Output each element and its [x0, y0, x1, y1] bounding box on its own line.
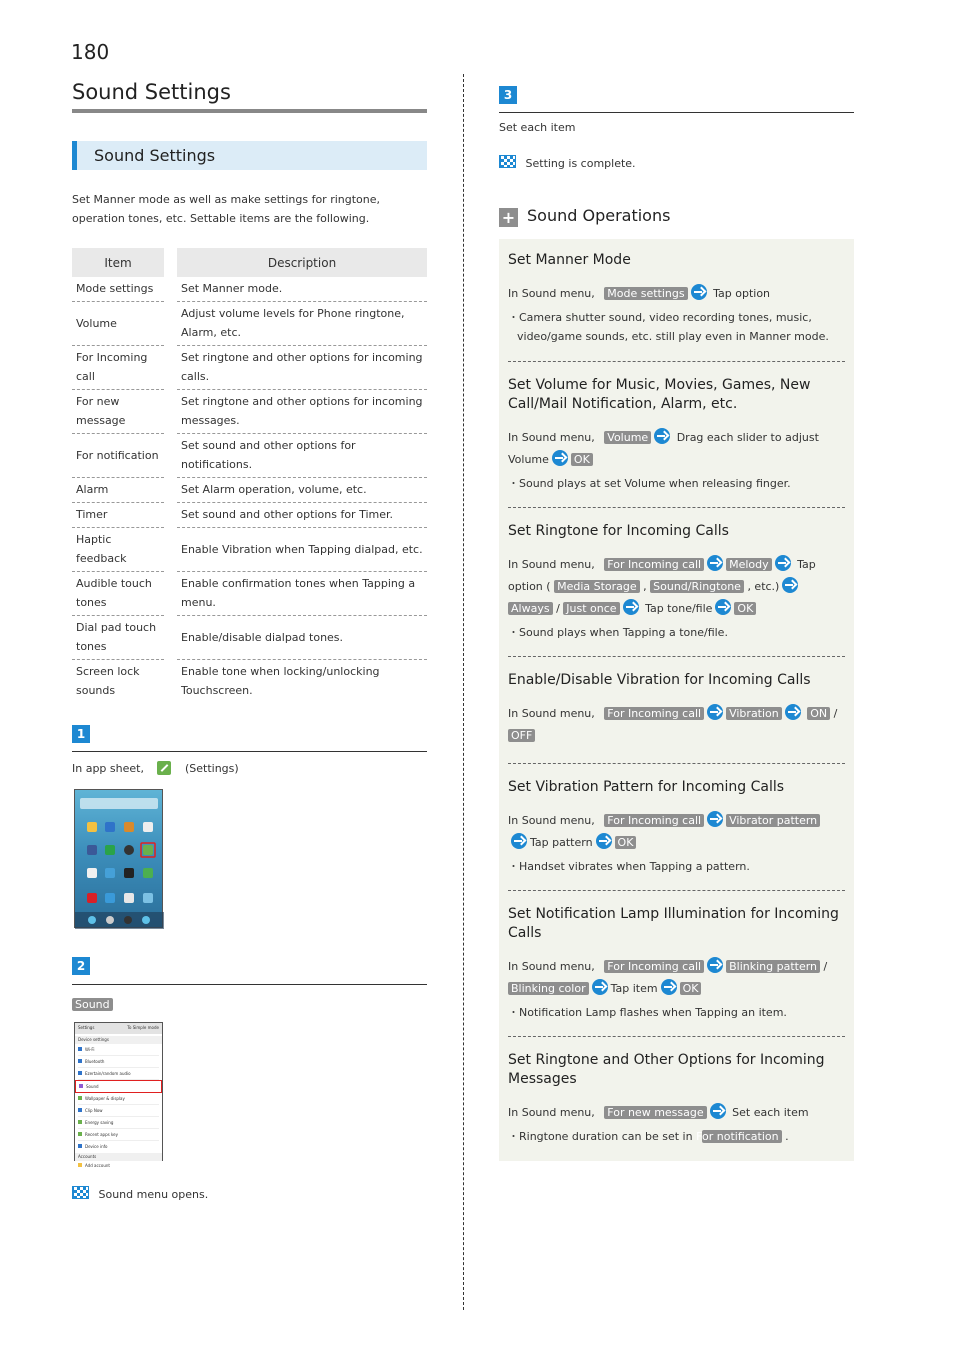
- op-note-text: Notification Lamp flashes when Tapping an item.: [519, 1006, 787, 1019]
- description-cell: Set Manner mode.: [177, 277, 427, 302]
- for-incoming-call-chip: For Incoming call: [604, 707, 704, 720]
- screenshot-item: Clip Now: [85, 1108, 103, 1113]
- op-title: Set Ringtone and Other Options for Incoming Messages: [508, 1052, 825, 1087]
- arrow-right-icon: [654, 428, 670, 444]
- description-cell: Set sound and other options for notifications.: [177, 434, 427, 478]
- description-cell: Enable/disable dialpad tones.: [177, 616, 427, 660]
- description-cell: Set Alarm operation, volume, etc.: [177, 478, 427, 503]
- op-text: /: [556, 602, 560, 615]
- settings-table: [72, 248, 427, 703]
- sound-operations-box: [499, 239, 854, 1161]
- arrow-right-icon: [775, 555, 791, 571]
- screenshot-title: Settings: [78, 1025, 95, 1030]
- screenshot-item: Energy saving: [85, 1120, 114, 1125]
- screenshot-sound-highlight: [75, 1080, 162, 1093]
- step-number-badge: 3: [499, 86, 517, 104]
- op-lead: In Sound menu,: [508, 431, 595, 444]
- item-cell: Dial pad touch tones: [72, 616, 164, 660]
- op-lead: In Sound menu,: [508, 558, 595, 571]
- arrow-right-icon: [596, 833, 612, 849]
- op-tail: Tap option: [713, 287, 771, 300]
- for-notification-chip: For notification: [702, 1130, 782, 1143]
- op-lead: In Sound menu,: [508, 814, 595, 827]
- mode-settings-chip: Mode settings: [604, 287, 687, 300]
- op-text: Tap pattern: [530, 836, 593, 849]
- op-lead: In Sound menu,: [508, 707, 595, 720]
- arrow-right-icon: [715, 599, 731, 615]
- op-title: Set Notification Lamp Illumination for Incoming Calls: [508, 906, 839, 941]
- screenshot-item: Bluetooth: [85, 1059, 105, 1064]
- step-3-complete-text: Setting is complete.: [525, 157, 636, 170]
- description-cell: Adjust volume levels for Phone ringtone, Alarm, etc.: [177, 302, 427, 346]
- app-grid-graphic: [75, 790, 164, 929]
- screenshot-item: Recent apps key: [85, 1132, 118, 1137]
- settings-app-icon: [157, 761, 171, 775]
- op-lead: In Sound menu,: [508, 960, 595, 973]
- screenshot-action: To Simple mode: [127, 1025, 159, 1030]
- media-storage-chip: Media Storage: [554, 580, 640, 593]
- screenshot-item: Sound: [86, 1084, 99, 1089]
- op-volume: [508, 362, 845, 508]
- op-note: ・Camera shutter sound, video recording tones, music, video/game sounds, etc. still play even in Manner mode.: [508, 311, 829, 343]
- plus-icon: +: [499, 208, 518, 227]
- volume-chip: Volume: [604, 431, 651, 444]
- description-cell: Enable tone when locking/unlocking Touchscreen.: [181, 665, 380, 697]
- op-mid: Drag each slider to adjust Volume: [508, 431, 819, 466]
- item-cell: Screen lock sounds: [76, 665, 140, 697]
- ok-chip: OK: [734, 602, 756, 615]
- sound-operations-title: Sound Operations: [527, 206, 671, 225]
- description-cell: Set ringtone and other options for incoming messages.: [177, 390, 427, 434]
- table-row: [72, 572, 427, 616]
- screenshot-section: Accounts: [75, 1153, 162, 1161]
- op-note: ・Handset vibrates when Tapping a pattern.: [508, 860, 750, 873]
- table-row: [72, 390, 427, 434]
- step-2: [72, 955, 427, 1012]
- op-note-text: Camera shutter sound, video recording tones, music, video/game sounds, etc. still play even in Manner mode.: [517, 311, 829, 343]
- off-chip: OFF: [508, 729, 535, 742]
- just-once-chip: Just once: [563, 602, 619, 615]
- settings-menu-screenshot: [74, 1022, 163, 1168]
- op-vibration: [508, 657, 845, 764]
- op-ringtone: [508, 508, 845, 657]
- op-text: Tap tone/file: [645, 602, 713, 615]
- item-cell: For Incoming call: [72, 346, 164, 390]
- step-3-complete: [499, 155, 854, 170]
- op-note-text: Handset vibrates when Tapping a pattern.: [519, 860, 750, 873]
- step-number-badge: 2: [72, 957, 90, 975]
- table-row: [72, 503, 427, 528]
- arrow-right-icon: [552, 450, 568, 466]
- sound-chip: Sound: [72, 998, 113, 1011]
- description-cell: Enable confirmation tones when Tapping a menu.: [177, 572, 427, 616]
- arrow-right-icon: [707, 811, 723, 827]
- item-cell: Alarm: [72, 478, 164, 503]
- op-note-text: .: [785, 1130, 789, 1143]
- arrow-right-icon: [592, 979, 608, 995]
- arrow-right-icon: [782, 577, 798, 593]
- section-heading: Sound Settings: [72, 141, 427, 170]
- app-sheet-screenshot: [74, 789, 163, 928]
- op-notification-lamp: [508, 891, 845, 1037]
- step-number-badge: 1: [72, 725, 90, 743]
- sound-operations-heading: [499, 206, 670, 227]
- op-lead: In Sound menu,: [508, 287, 595, 300]
- op-note-text: Ringtone duration can be set in: [519, 1130, 693, 1143]
- arrow-right-icon: [511, 833, 527, 849]
- table-row: [72, 478, 427, 503]
- for-incoming-call-chip: For Incoming call: [604, 558, 704, 571]
- op-vibration-pattern: [508, 764, 845, 891]
- table-header-item: Item: [72, 248, 164, 277]
- item-cell: Audible touch tones: [72, 572, 164, 616]
- op-manner-mode: [508, 239, 845, 362]
- step-1: [72, 723, 427, 777]
- item-cell: Timer: [72, 503, 164, 528]
- description-cell: Set ringtone and other options for incoming calls.: [177, 346, 427, 390]
- op-text: Set each item: [732, 1106, 809, 1119]
- vibrator-pattern-chip: Vibrator pattern: [726, 814, 820, 827]
- arrow-right-icon: [691, 284, 707, 300]
- op-lead: In Sound menu,: [508, 1106, 595, 1119]
- intro-text: Set Manner mode as well as make settings for ringtone, operation tones, etc. Settable items are the following.: [72, 193, 381, 225]
- item-cell: For notification: [72, 434, 164, 478]
- op-note: ・Notification Lamp flashes when Tapping an item.: [508, 1006, 787, 1019]
- arrow-right-icon: [661, 979, 677, 995]
- description-cell: Enable Vibration when Tapping dialpad, etc.: [177, 528, 427, 572]
- op-note-text: Sound plays when Tapping a tone/file.: [519, 626, 728, 639]
- screenshot-item: Add account: [85, 1163, 110, 1168]
- op-text: Tap item: [610, 982, 658, 995]
- step-2-complete: [72, 1186, 208, 1201]
- op-text: Tap option (: [508, 558, 816, 593]
- vibration-chip: Vibration: [726, 707, 782, 720]
- for-incoming-call-chip: For Incoming call: [604, 814, 704, 827]
- column-divider: [463, 74, 464, 1310]
- table-row: [72, 302, 427, 346]
- page-number: 180: [71, 40, 110, 64]
- table-row: [72, 660, 427, 703]
- for-new-message-chip: For new message: [604, 1106, 706, 1119]
- left-column: [72, 80, 427, 703]
- op-message-ringtone: [508, 1037, 845, 1156]
- item-cell: For new message: [72, 390, 164, 434]
- arrow-right-icon: [707, 555, 723, 571]
- sound-ringtone-chip: Sound/Ringtone: [650, 580, 744, 593]
- op-text: /: [823, 960, 828, 973]
- op-text: ,: [643, 580, 647, 593]
- item-cell: Volume: [72, 302, 164, 346]
- table-header-description: Description: [177, 248, 427, 277]
- op-title: Enable/Disable Vibration for Incoming Calls: [508, 672, 811, 688]
- checkered-flag-icon: [499, 155, 516, 168]
- ok-chip: OK: [680, 982, 702, 995]
- ok-chip: OK: [571, 453, 593, 466]
- blinking-color-chip: Blinking color: [508, 982, 589, 995]
- screenshot-item: Wallpaper & display: [85, 1096, 125, 1101]
- step-1-text: In app sheet,: [72, 762, 144, 775]
- table-row: [72, 528, 427, 572]
- ok-chip: OK: [615, 836, 637, 849]
- arrow-right-icon: [710, 1103, 726, 1119]
- step-2-complete-text: Sound menu opens.: [98, 1188, 209, 1201]
- on-chip: ON: [807, 707, 830, 720]
- step-3: [499, 84, 854, 170]
- table-row: [72, 616, 427, 660]
- blinking-pattern-chip: Blinking pattern: [726, 960, 820, 973]
- op-title: Set Vibration Pattern for Incoming Calls: [508, 779, 785, 795]
- table-row: [72, 277, 427, 302]
- op-note-text: Sound plays at set Volume when releasing finger.: [519, 477, 791, 490]
- op-text: , etc.): [747, 580, 780, 593]
- melody-chip: Melody: [726, 558, 772, 571]
- op-text: /: [833, 707, 838, 720]
- description-cell: Set sound and other options for Timer.: [177, 503, 427, 528]
- step-1-settings-label: (Settings): [184, 762, 239, 775]
- op-title: Set Ringtone for Incoming Calls: [508, 523, 729, 539]
- page-title: Sound Settings: [72, 80, 427, 113]
- arrow-right-icon: [785, 704, 801, 720]
- item-cell: Mode settings: [72, 277, 164, 302]
- op-title: Set Manner Mode: [508, 252, 631, 268]
- screenshot-section: Device settings: [75, 1036, 162, 1044]
- arrow-right-icon: [707, 704, 723, 720]
- for-incoming-call-chip: For Incoming call: [604, 960, 704, 973]
- step-3-text: Set each item: [499, 121, 576, 134]
- screenshot-item: Ezertain/random audio: [85, 1071, 131, 1076]
- op-title: Set Volume for Music, Movies, Games, New Call/Mail Notification, Alarm, etc.: [508, 377, 811, 412]
- op-note: ・Ringtone duration can be set in For notification .: [508, 1130, 789, 1143]
- op-note: ・Sound plays at set Volume when releasing finger.: [508, 477, 791, 490]
- checkered-flag-icon: [72, 1186, 89, 1199]
- arrow-right-icon: [707, 957, 723, 973]
- always-chip: Always: [508, 602, 553, 615]
- table-row: [72, 434, 427, 478]
- screenshot-item: Device info: [85, 1144, 108, 1149]
- table-row: [72, 346, 427, 390]
- screenshot-item: Wi-Fi: [85, 1047, 95, 1052]
- item-cell: Haptic feedback: [72, 528, 164, 572]
- arrow-right-icon: [623, 599, 639, 615]
- op-note: ・Sound plays when Tapping a tone/file.: [508, 626, 728, 639]
